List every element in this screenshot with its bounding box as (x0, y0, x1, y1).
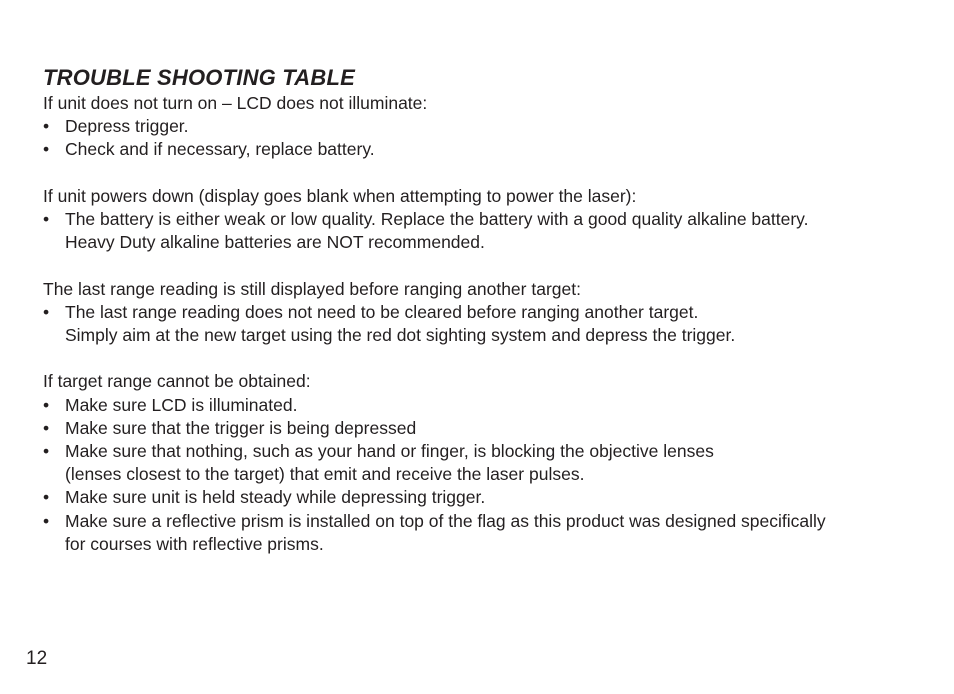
bullet-text-line: Depress trigger. (65, 116, 189, 137)
bullet-list (43, 208, 923, 254)
section-intro: If unit does not turn on – LCD does not illuminate: (43, 93, 428, 113)
bullet-text-line: Make sure that nothing, such as your hand or finger, is blocking the objective lenses (65, 441, 714, 461)
bullet-list (43, 394, 923, 556)
troubleshooting-section (43, 92, 923, 162)
bullet-icon: • (43, 139, 50, 160)
bullet-icon: • (43, 301, 50, 322)
bullet-item (43, 486, 923, 509)
bullet-item (43, 208, 923, 254)
bullet-item (43, 115, 923, 138)
section-intro: The last range reading is still displayed before ranging another target: (43, 278, 581, 299)
troubleshooting-section (43, 370, 923, 556)
bullet-text-line: Make sure a reflective prism is installed on top of the flag as this product was designed specifically (65, 510, 826, 531)
bullet-text-line: The battery is either weak or low quality. Replace the battery with a good quality alkaline battery. (65, 209, 809, 229)
bullet-text-line: Heavy Duty alkaline batteries are NOT recommended. (65, 232, 485, 253)
bullet-text-line: (lenses closest to the target) that emit and receive the laser pulses. (65, 464, 585, 485)
bullet-item (43, 417, 923, 440)
bullet-item (43, 138, 923, 161)
bullet-icon: • (43, 417, 50, 438)
page-number: 12 (26, 648, 48, 669)
bullet-text-line: Simply aim at the new target using the red dot sighting system and depress the trigger. (65, 325, 736, 345)
troubleshooting-content (43, 92, 923, 579)
bullet-text-line: Check and if necessary, replace battery. (65, 139, 375, 160)
bullet-icon: • (43, 510, 50, 531)
bullet-text-line: Make sure that the trigger is being depressed (65, 417, 417, 438)
section-intro: If unit powers down (display goes blank when attempting to power the laser): (43, 185, 637, 206)
bullet-icon: • (43, 209, 50, 229)
troubleshooting-section (43, 185, 923, 255)
troubleshooting-section (43, 278, 923, 348)
bullet-text-line: Make sure LCD is illuminated. (65, 394, 298, 415)
bullet-item (43, 510, 923, 556)
bullet-list (43, 115, 923, 161)
bullet-icon: • (43, 487, 50, 508)
bullet-icon: • (43, 441, 50, 461)
bullet-text-line: The last range reading does not need to be cleared before ranging another target. (65, 301, 699, 322)
bullet-item (43, 440, 923, 486)
bullet-text-line: for courses with reflective prisms. (65, 533, 324, 554)
bullet-text-line: Make sure unit is held steady while depressing trigger. (65, 487, 486, 508)
bullet-list (43, 301, 923, 347)
page-title: TROUBLE SHOOTING TABLE (43, 65, 355, 90)
bullet-item (43, 394, 923, 417)
section-intro: If target range cannot be obtained: (43, 371, 311, 392)
bullet-icon: • (43, 116, 50, 137)
bullet-icon: • (43, 394, 50, 415)
bullet-item (43, 301, 923, 347)
